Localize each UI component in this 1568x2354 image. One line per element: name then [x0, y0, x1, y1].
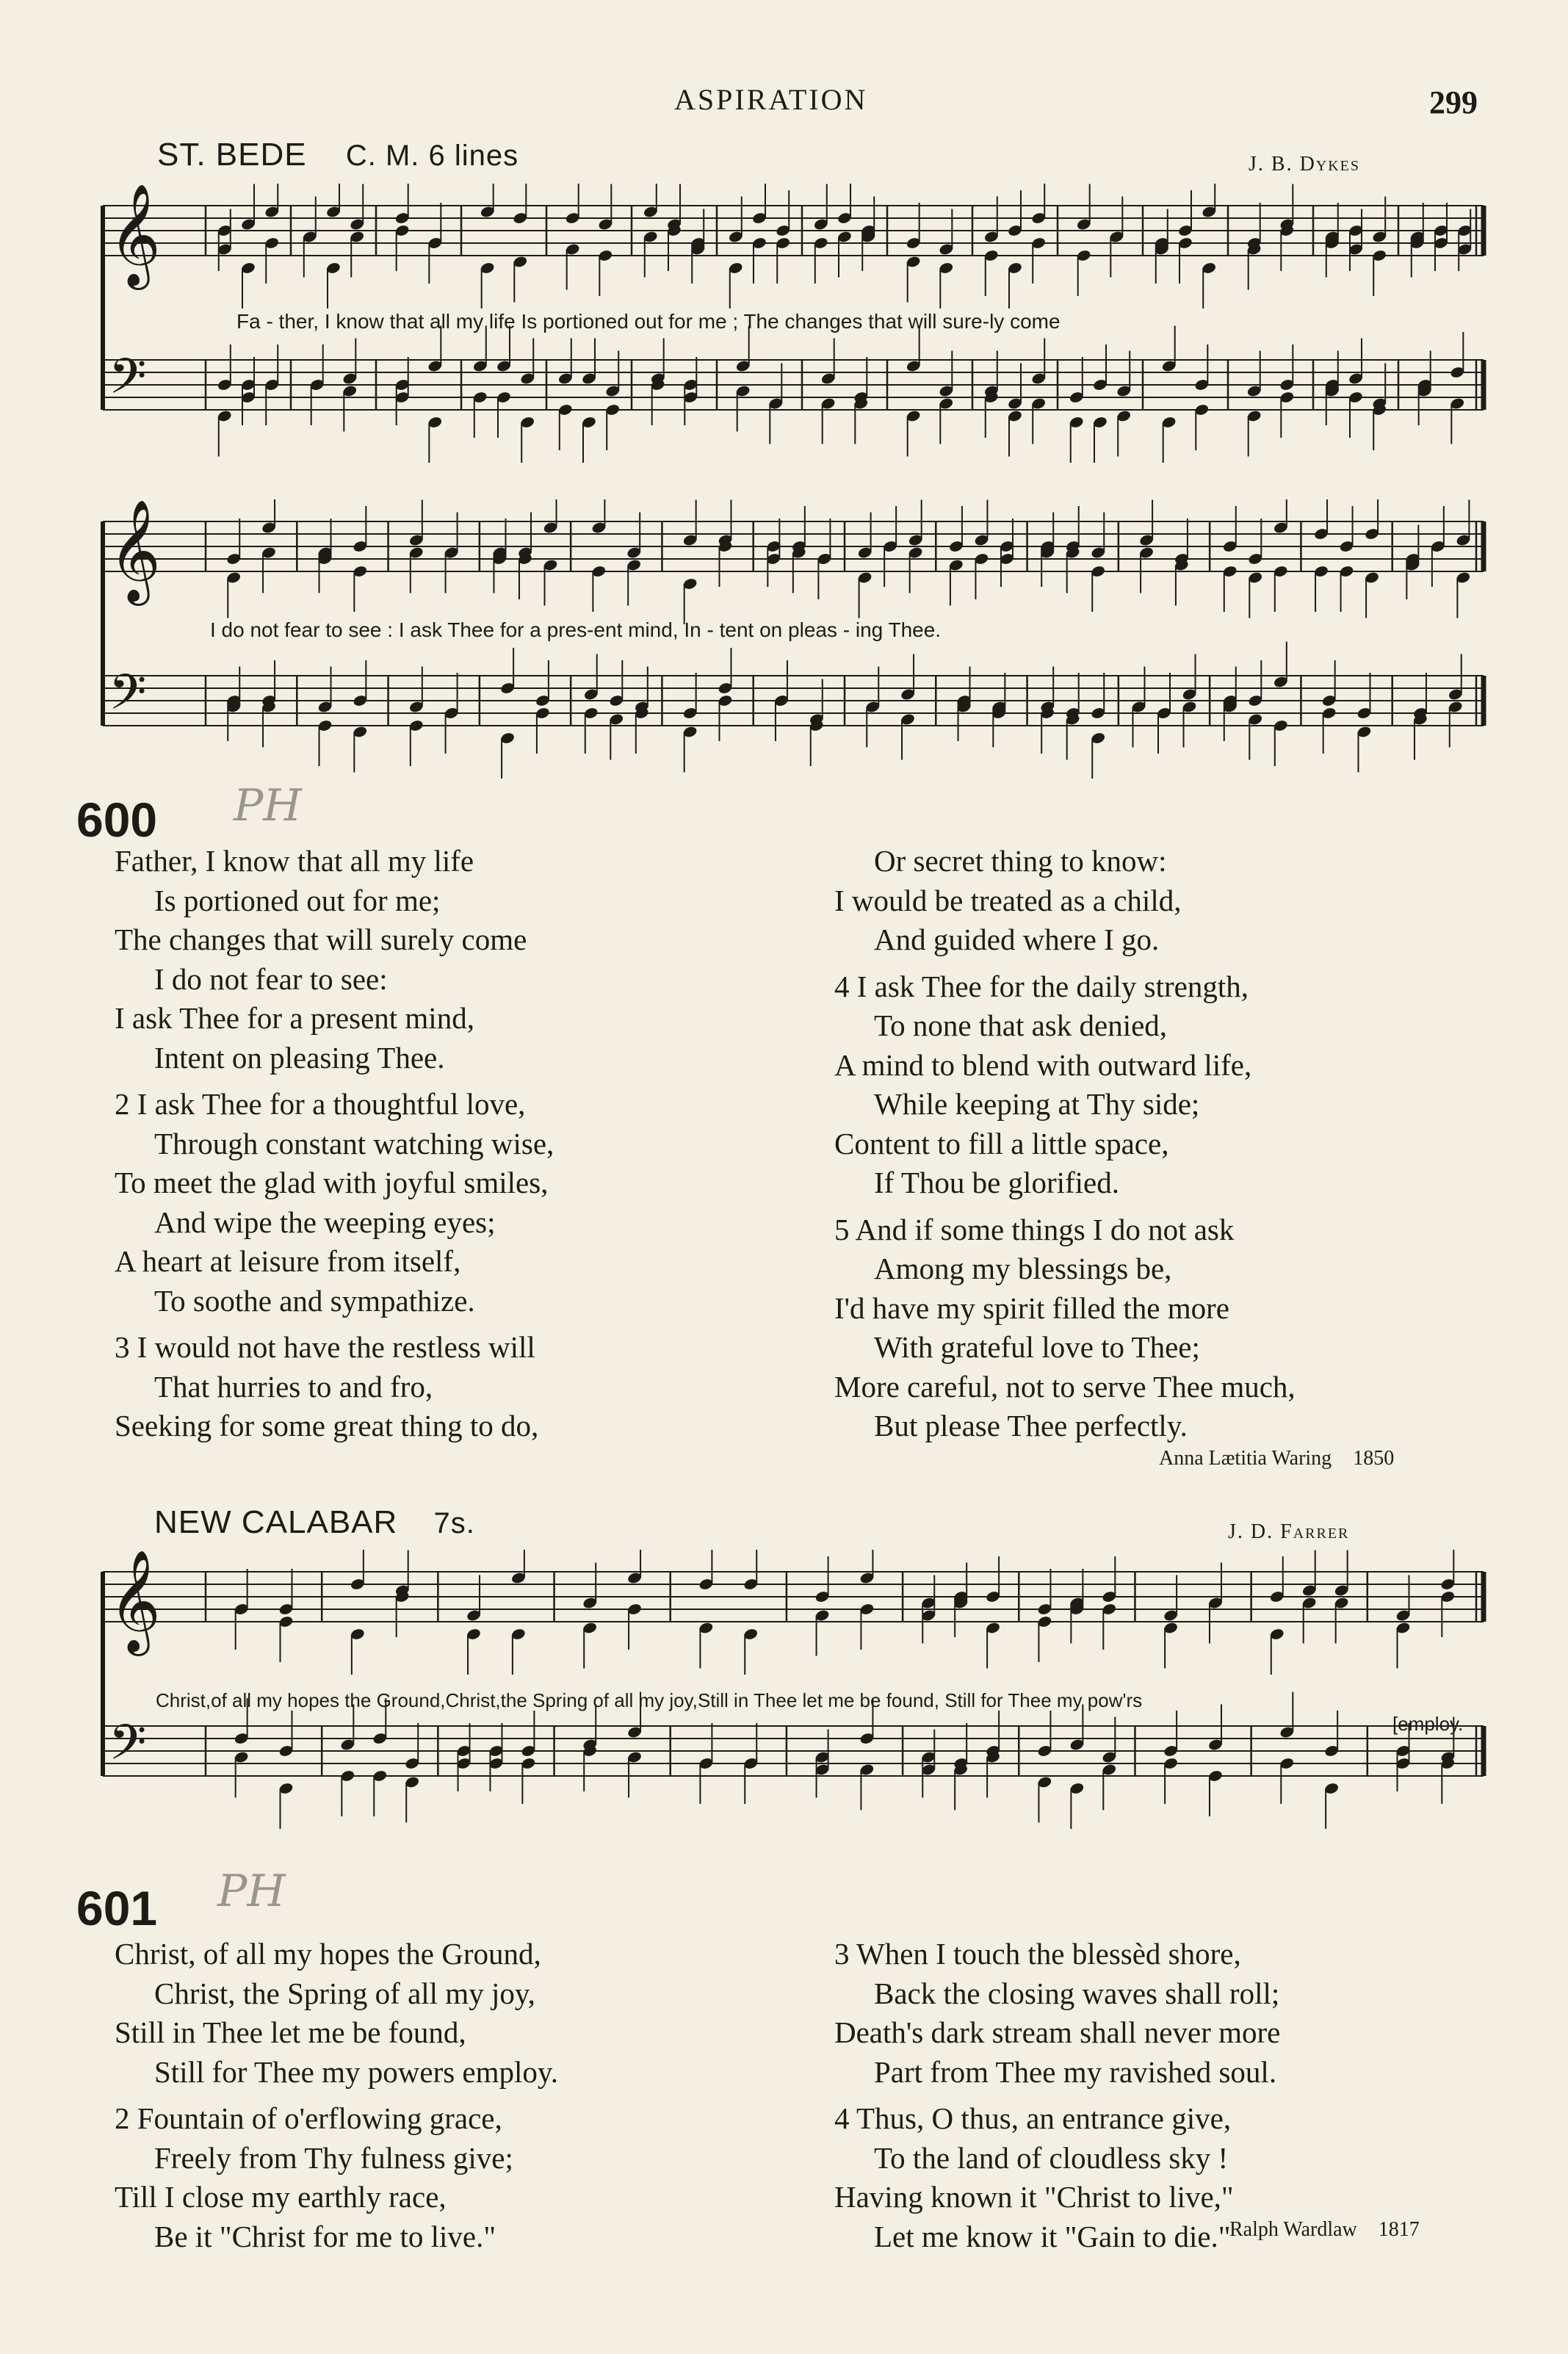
verse-line: Content to fill a little space,: [834, 1126, 1169, 1160]
svg-text:𝄢: 𝄢: [109, 348, 147, 416]
verse-line: The changes that will surely come: [115, 923, 527, 956]
underlay-lyrics-line2: [employ.: [1392, 1713, 1464, 1735]
verse-column-right: [834, 1935, 1280, 2256]
verse-line: I would be treated as a child,: [834, 883, 1182, 917]
author-credit: [1229, 2218, 1420, 2242]
author-year: 1850: [1353, 1447, 1395, 1470]
composer: J. D. Farrer: [1228, 1520, 1350, 1543]
svg-text:𝄞: 𝄞: [109, 1550, 161, 1652]
tune-name-text: ST. BEDE: [157, 137, 307, 173]
verse-line: Christ, the Spring of all my joy,: [154, 1976, 535, 2010]
underlay-lyrics-line1: Fa - ther, I know that all my life Is portioned out for me ; The changes that will sure-ly come: [236, 310, 1061, 333]
verse-line: But please Thee perfectly.: [874, 1409, 1188, 1443]
verse-line: 5 And if some things I do not ask: [834, 1212, 1235, 1246]
verse-line: While keeping at Thy side;: [874, 1087, 1200, 1121]
handwritten-annotation: PH: [234, 780, 302, 831]
verse-line: Still for Thee my powers employ.: [154, 2054, 558, 2089]
stanza-gap: [834, 1203, 1296, 1210]
verse-line: Till I close my earthly race,: [115, 2180, 447, 2214]
page-number: 299: [1429, 84, 1478, 120]
verse-line: A heart at leisure from itself,: [115, 1244, 461, 1278]
author-credit: [1159, 1447, 1394, 1470]
verse-line: Part from Thee my ravished soul.: [874, 2054, 1277, 2089]
staff-graphic: [73, 499, 1498, 793]
verse-line: Freely from Thy fulness give;: [154, 2140, 513, 2175]
verse-line: Death's dark stream shall never more: [834, 2015, 1281, 2049]
hymn-number: 601: [76, 1881, 158, 1935]
verse-line: To soothe and sympathize.: [154, 1283, 475, 1318]
verse-line: Through constant watching wise,: [154, 1126, 554, 1160]
verse-line: If Thou be glorified.: [874, 1166, 1119, 1199]
verse-line: 4 Thus, O thus, an entrance give,: [834, 2101, 1232, 2135]
verse-column-left: [115, 1935, 558, 2256]
verse-line: I'd have my spirit filled the more: [834, 1290, 1229, 1325]
verse-line: 2 I ask Thee for a thoughtful love,: [115, 1087, 526, 1121]
tune-meter: 7s.: [433, 1507, 475, 1539]
verse-line: Let me know it "Gain to die.": [874, 2219, 1231, 2253]
verse-line: And wipe the weeping eyes;: [154, 1205, 496, 1239]
verse-line: 4 I ask Thee for the daily strength,: [834, 969, 1249, 1003]
verse-line: That hurries to and fro,: [154, 1369, 433, 1404]
verse-line: 3 When I touch the blessèd shore,: [834, 1937, 1241, 1971]
svg-text:𝄢: 𝄢: [109, 664, 147, 732]
verse-line: 3 I would not have the restless will: [115, 1330, 535, 1364]
verse-line: More careful, not to serve Thee much,: [834, 1369, 1296, 1404]
tune-name: [157, 137, 519, 173]
svg-text:𝄞: 𝄞: [109, 184, 161, 286]
author-name: Anna Lætitia Waring: [1159, 1447, 1332, 1470]
svg-text:𝄢: 𝄢: [109, 1714, 147, 1783]
verse-line: Among my blessings be,: [874, 1252, 1172, 1285]
verse-line: Or secret thing to know:: [874, 844, 1167, 878]
verse-line: I do not fear to see:: [154, 961, 388, 996]
underlay-lyrics-line2: I do not fear to see : I ask Thee for a pres-ent mind, In - tent on pleas - ing Thee.: [210, 618, 942, 641]
stanza-gap: [834, 2092, 1280, 2099]
verse-line: A mind to blend with outward life,: [834, 1047, 1252, 1082]
verse-line: To none that ask denied,: [874, 1008, 1168, 1042]
verse-line: Intent on pleasing Thee.: [154, 1040, 445, 1075]
stanza-gap: [115, 1077, 554, 1085]
verse-line: 2 Fountain of o'erflowing grace,: [115, 2101, 502, 2135]
section-title: ASPIRATION: [674, 83, 868, 116]
underlay-lyrics-line1: Christ,of all my hopes the Ground,Christ,the Spring of all my joy,Still in Thee let me be found, Still for Thee my pow'rs: [156, 1689, 1143, 1711]
composer: J. B. Dykes: [1249, 153, 1361, 176]
verse-line: Be it "Christ for me to live.": [154, 2219, 496, 2253]
author-year: 1817: [1378, 2218, 1420, 2241]
svg-text:𝄞: 𝄞: [109, 499, 161, 602]
verse-line: Is portioned out for me;: [154, 883, 441, 917]
music-system-2: [73, 499, 1498, 793]
stanza-gap: [834, 960, 1296, 967]
tune-name-text: NEW CALABAR: [154, 1504, 398, 1540]
verse-line: Having known it "Christ to live,": [834, 2180, 1234, 2214]
verse-line: With grateful love to Thee;: [874, 1330, 1200, 1364]
verse-line: Seeking for some great thing to do,: [115, 1409, 539, 1443]
author-name: Ralph Wardlaw: [1229, 2218, 1357, 2241]
verse-column-left: [115, 842, 554, 1446]
tune-meter: C. M. 6 lines: [345, 140, 519, 172]
verse-line: Still in Thee let me be found,: [115, 2015, 466, 2049]
tune-name: [154, 1504, 475, 1541]
verse-line: To meet the glad with joyful smiles,: [115, 1166, 549, 1199]
verse-line: To the land of cloudless sky !: [874, 2140, 1229, 2175]
verse-line: Back the closing waves shall roll;: [874, 1976, 1280, 2010]
verse-line: Father, I know that all my life: [115, 844, 474, 878]
verse-line: I ask Thee for a present mind,: [115, 1001, 474, 1035]
verse-line: And guided where I go.: [874, 923, 1160, 956]
verse-line: Christ, of all my hopes the Ground,: [115, 1937, 541, 1971]
hymn-number: 600: [76, 793, 158, 847]
stanza-gap: [115, 2092, 558, 2099]
stanza-gap: [115, 1321, 554, 1328]
handwritten-annotation: PH: [217, 1866, 286, 1917]
verse-column-right: [834, 842, 1296, 1446]
